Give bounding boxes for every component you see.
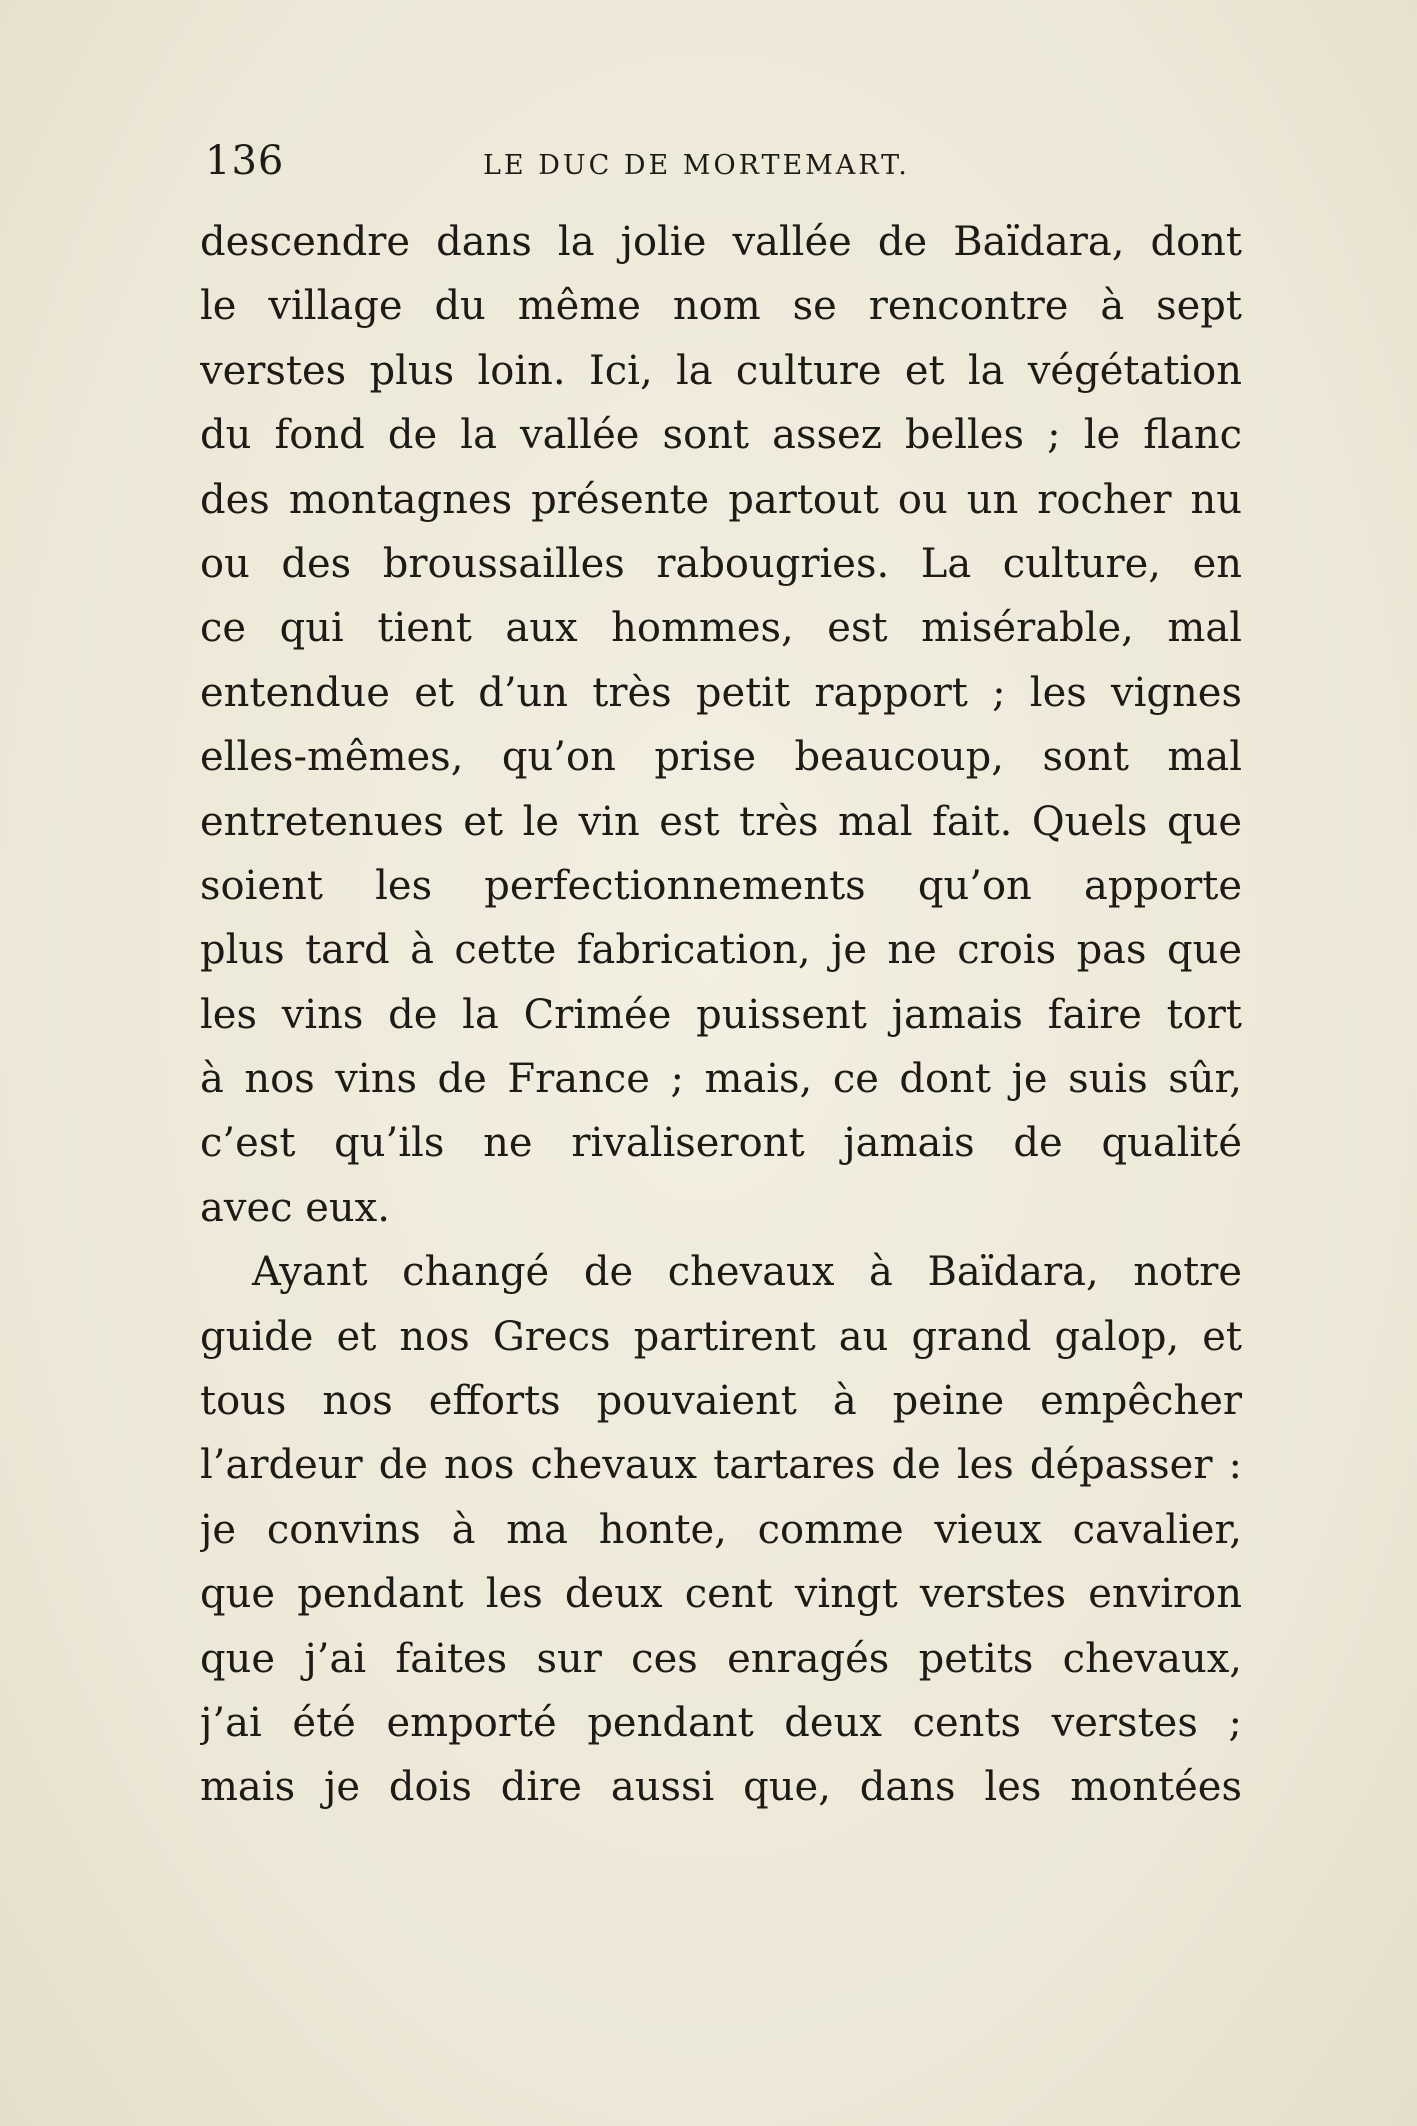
text-line: le village du même nom se rencontre à sept: [200, 283, 1242, 330]
page-number: 136: [205, 138, 285, 184]
text-line: j’ai été emporté pendant deux cents verstes ;: [200, 1699, 1242, 1746]
text-line: c’est qu’ils ne rivaliseront jamais de qualité: [200, 1120, 1242, 1167]
text-line: entretenues et le vin est très mal fait. Quels que: [200, 798, 1242, 845]
text-line: que j’ai faites sur ces enragés petits chevaux,: [200, 1635, 1242, 1682]
paragraph-first-line: Ayant changé de chevaux à Baïdara, notre: [252, 1249, 1242, 1296]
text-line: avec eux.: [200, 1184, 390, 1231]
text-line: elles-mêmes, qu’on prise beaucoup, sont mal: [200, 734, 1242, 781]
text-line: mais je dois dire aussi que, dans les montées: [200, 1764, 1242, 1811]
text-line: verstes plus loin. Ici, la culture et la végétation: [200, 347, 1242, 394]
text-line: soient les perfectionnements qu’on apporte: [200, 862, 1242, 909]
body-text: [200, 210, 1242, 1820]
text-line: tous nos efforts pouvaient à peine empêcher: [200, 1378, 1242, 1425]
text-line: des montagnes présente partout ou un rocher nu: [200, 476, 1242, 523]
running-head: [205, 138, 1245, 198]
text-line: guide et nos Grecs partirent au grand galop, et: [200, 1313, 1242, 1360]
running-title: LE DUC DE MORTEMART.: [483, 150, 910, 181]
text-line: je convins à ma honte, comme vieux cavalier,: [200, 1506, 1242, 1553]
text-line: les vins de la Crimée puissent jamais faire tort: [200, 991, 1242, 1038]
text-line: à nos vins de France ; mais, ce dont je suis sûr,: [200, 1056, 1242, 1103]
text-line: plus tard à cette fabrication, je ne crois pas que: [200, 927, 1242, 974]
text-line: ce qui tient aux hommes, est misérable, mal: [200, 605, 1242, 652]
text-line: que pendant les deux cent vingt verstes environ: [200, 1571, 1242, 1618]
text-line: descendre dans la jolie vallée de Baïdara, dont: [200, 219, 1242, 265]
text-line: ou des broussailles rabougries. La culture, en: [200, 540, 1242, 587]
text-line: l’ardeur de nos chevaux tartares de les dépasser :: [200, 1442, 1242, 1489]
text-line: entendue et d’un très petit rapport ; les vignes: [200, 669, 1242, 716]
text-line: du fond de la vallée sont assez belles ; le flanc: [200, 412, 1242, 459]
